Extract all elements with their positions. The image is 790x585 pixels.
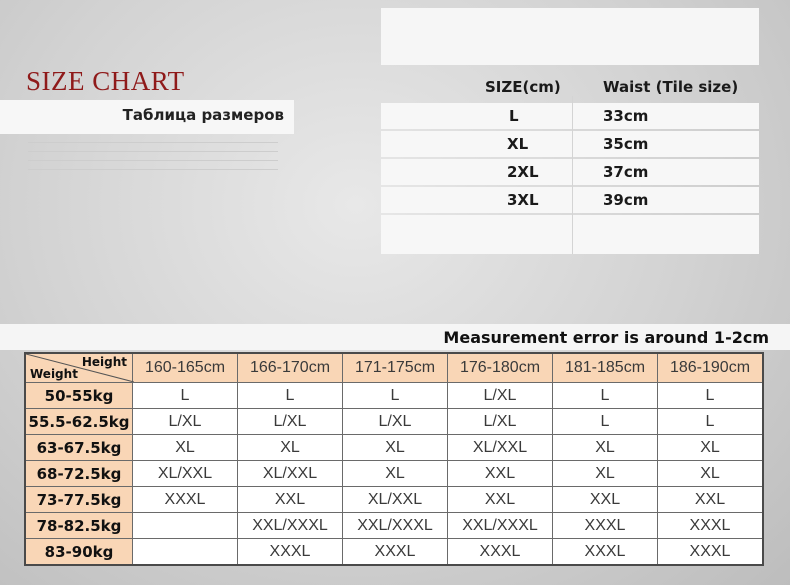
size-cell: L/XL	[448, 383, 553, 409]
weight-cell: 55.5-62.5kg	[25, 409, 133, 435]
page-subtitle: Таблица размеров	[122, 106, 284, 124]
waist-table-header	[381, 74, 759, 102]
size-cell: XXL/XXXL	[238, 513, 343, 539]
size-grid-row	[25, 409, 763, 435]
waist-column-divider	[572, 96, 573, 254]
waist-value-cell: 39cm	[603, 191, 649, 209]
waist-size-cell: XL	[507, 135, 529, 153]
size-grid-row	[25, 435, 763, 461]
size-cell: L/XL	[133, 409, 238, 435]
size-cell: XXL/XXXL	[448, 513, 553, 539]
size-cell: XXL	[553, 487, 658, 513]
waist-table	[381, 8, 759, 254]
size-cell: XL	[658, 461, 764, 487]
size-cell: XL	[553, 435, 658, 461]
size-cell: L	[553, 409, 658, 435]
waist-value-cell: 35cm	[603, 135, 649, 153]
size-cell: XXXL	[238, 539, 343, 566]
size-cell: XL	[343, 461, 448, 487]
size-cell: XL/XXL	[343, 487, 448, 513]
size-grid	[24, 352, 764, 566]
size-grid-row	[25, 539, 763, 566]
size-cell: L/XL	[238, 409, 343, 435]
subtitle-bar	[0, 100, 294, 134]
size-cell: L	[133, 383, 238, 409]
size-cell: XXXL	[343, 539, 448, 566]
size-cell	[133, 539, 238, 566]
height-header-cell: 171-175cm	[343, 353, 448, 383]
waist-header-size: SIZE(cm)	[485, 78, 561, 96]
height-header-cell: 176-180cm	[448, 353, 553, 383]
size-cell: XXXL	[133, 487, 238, 513]
size-grid-header-row	[25, 353, 763, 383]
size-cell: L/XL	[448, 409, 553, 435]
waist-table-top-panel	[381, 8, 759, 65]
size-cell: XL	[133, 435, 238, 461]
decorative-lines	[28, 142, 278, 178]
height-header-cell: 186-190cm	[658, 353, 764, 383]
size-cell: XXL	[238, 487, 343, 513]
size-grid-row	[25, 513, 763, 539]
height-header-cell: 181-185cm	[553, 353, 658, 383]
size-cell: XXL	[448, 461, 553, 487]
size-cell: L	[553, 383, 658, 409]
size-cell: XL/XXL	[238, 461, 343, 487]
size-grid-corner	[25, 353, 133, 383]
size-cell: L	[658, 383, 764, 409]
weight-cell: 73-77.5kg	[25, 487, 133, 513]
size-cell: L	[343, 383, 448, 409]
size-cell: L	[658, 409, 764, 435]
weight-cell: 68-72.5kg	[25, 461, 133, 487]
size-cell: XXXL	[553, 513, 658, 539]
size-cell: XL	[553, 461, 658, 487]
waist-table-row	[381, 103, 759, 129]
corner-weight-label: Weight	[30, 367, 78, 381]
size-cell: XXL	[658, 487, 764, 513]
weight-cell: 50-55kg	[25, 383, 133, 409]
waist-value-cell: 33cm	[603, 107, 649, 125]
weight-cell: 78-82.5kg	[25, 513, 133, 539]
divider	[28, 169, 278, 170]
size-cell: XL	[343, 435, 448, 461]
size-grid-row	[25, 461, 763, 487]
waist-table-row	[381, 159, 759, 185]
size-grid-row	[25, 383, 763, 409]
size-cell	[133, 513, 238, 539]
waist-table-row-empty	[381, 215, 759, 254]
divider	[28, 142, 278, 143]
size-cell: XL	[658, 435, 764, 461]
size-cell: L	[238, 383, 343, 409]
weight-cell: 83-90kg	[25, 539, 133, 566]
size-cell: XXL/XXXL	[343, 513, 448, 539]
waist-value-cell: 37cm	[603, 163, 649, 181]
size-cell: L/XL	[343, 409, 448, 435]
page-title: SIZE CHART	[26, 66, 185, 96]
divider	[28, 151, 278, 152]
height-header-cell: 166-170cm	[238, 353, 343, 383]
size-cell: XXXL	[658, 539, 764, 566]
weight-cell: 63-67.5kg	[25, 435, 133, 461]
size-grid-row	[25, 487, 763, 513]
waist-size-cell: 3XL	[507, 191, 539, 209]
waist-table-row	[381, 131, 759, 157]
size-cell: XXL	[448, 487, 553, 513]
divider	[28, 160, 278, 161]
size-cell: XL/XXL	[448, 435, 553, 461]
waist-size-cell: 2XL	[507, 163, 539, 181]
waist-table-row	[381, 187, 759, 213]
size-cell: XXXL	[553, 539, 658, 566]
height-header-cell: 160-165cm	[133, 353, 238, 383]
size-cell: XXXL	[658, 513, 764, 539]
size-cell: XL	[238, 435, 343, 461]
size-cell: XXXL	[448, 539, 553, 566]
measurement-note: Measurement error is around 1-2cm	[443, 328, 769, 347]
measurement-note-strip	[0, 324, 790, 350]
waist-size-cell: L	[509, 107, 519, 125]
waist-header-waist: Waist (Tile size)	[603, 78, 739, 96]
size-cell: XL/XXL	[133, 461, 238, 487]
corner-height-label: Height	[81, 355, 127, 369]
